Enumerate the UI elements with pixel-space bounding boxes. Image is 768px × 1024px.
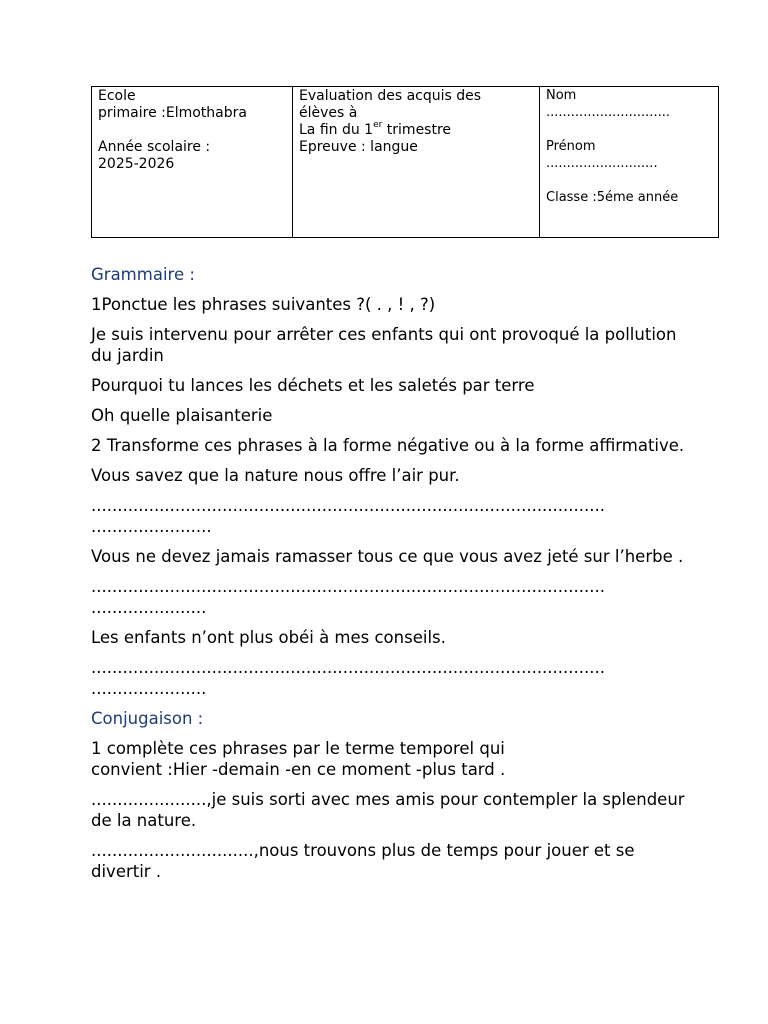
evaluation-subject: Epreuve : langue — [299, 139, 418, 155]
grammaire-heading: Grammaire : — [91, 265, 195, 284]
grammaire-ex1-sentence-1: Je suis intervenu pour arrêter ces enfants qui ont provoqué la pollution du jardin — [91, 325, 677, 365]
classe-label: Classe :5éme année — [546, 190, 679, 205]
answer-line-2[interactable]: .................................................................................................. ...................... — [91, 577, 605, 617]
conjugaison-ex1-sentence-2: ...............................,nous trouvons plus de temps pour jouer et se divertir . — [91, 841, 635, 881]
school-label: Ecole — [98, 88, 136, 104]
evaluation-info-cell — [293, 87, 540, 238]
grammaire-ex2-title: 2 Transforme ces phrases à la forme négative ou à la forme affirmative. — [91, 436, 685, 455]
grammaire-ex2-sentence-1: Vous savez que la nature nous offre l’air pur. — [91, 466, 460, 485]
nom-label: Nom — [546, 88, 577, 103]
evaluation-term: La fin du 1er trimestre — [299, 120, 452, 138]
header-table — [91, 86, 719, 238]
school-year-value: 2025-2026 — [98, 156, 175, 172]
student-info-cell — [540, 87, 719, 238]
school-name: primaire :Elmothabra — [98, 105, 247, 121]
evaluation-title-line2: élèves à — [299, 105, 358, 121]
nom-field[interactable]: .............................. — [546, 105, 670, 120]
conjugaison-heading: Conjugaison : — [91, 709, 204, 728]
grammaire-ex1-sentence-2: Pourquoi tu lances les déchets et les saletés par terre — [91, 376, 535, 395]
grammaire-ex2-sentence-3: Les enfants n’ont plus obéi à mes conseils. — [91, 628, 446, 647]
prenom-field[interactable]: ........................... — [546, 156, 658, 171]
exam-content — [91, 264, 691, 891]
evaluation-title-line1: Evaluation des acquis des — [299, 88, 482, 104]
grammaire-ex1-title: 1Ponctue les phrases suivantes ?( . , ! , ?) — [91, 295, 436, 314]
grammaire-ex1-sentence-3: Oh quelle plaisanterie — [91, 406, 273, 425]
prenom-label: Prénom — [546, 139, 596, 154]
school-info-cell — [92, 87, 293, 238]
answer-line-3[interactable]: .................................................................................................. ...................... — [91, 658, 605, 698]
school-year-label: Année scolaire : — [98, 139, 211, 155]
conjugaison-ex1-title: 1 complète ces phrases par le terme temporel qui convient :Hier -demain -en ce moment -plus tard . — [91, 739, 506, 779]
answer-line-1[interactable]: .................................................................................................. ....................... — [91, 496, 605, 536]
grammaire-ex2-sentence-2: Vous ne devez jamais ramasser tous ce que vous avez jeté sur l’herbe . — [91, 547, 684, 566]
conjugaison-ex1-sentence-1: ......................,je suis sorti avec mes amis pour contempler la splendeur de la nature. — [91, 790, 685, 830]
